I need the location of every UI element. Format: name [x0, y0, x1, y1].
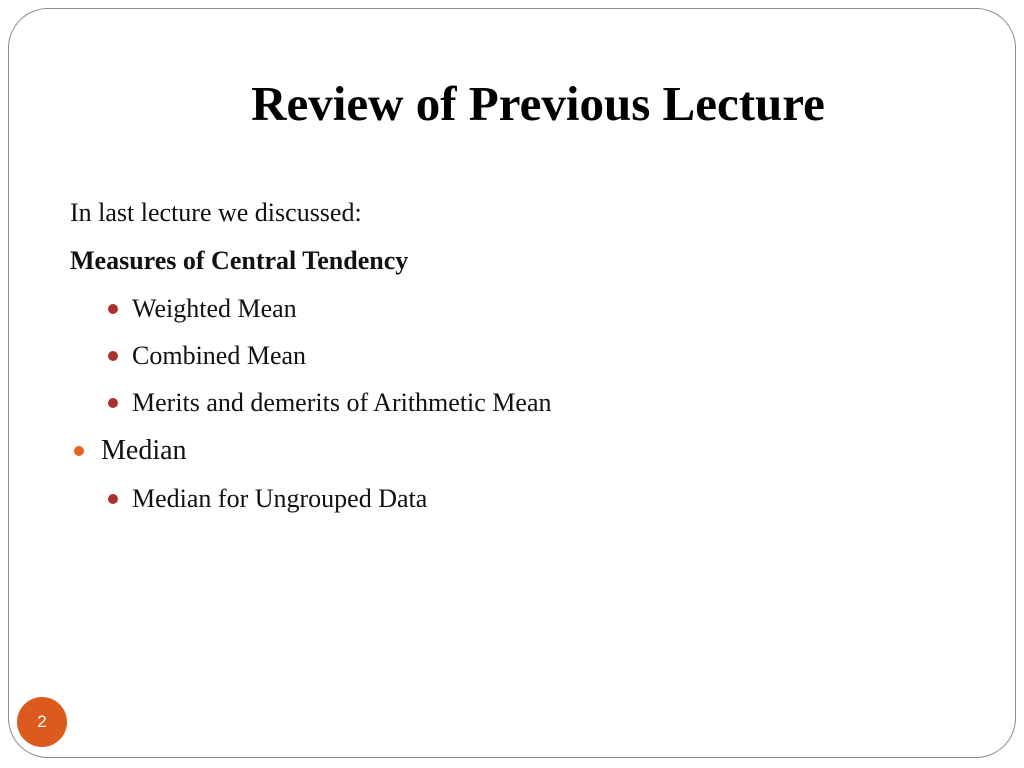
bullet-icon	[108, 494, 118, 504]
list-item-label: Median for Ungrouped Data	[132, 484, 428, 513]
list-item-label: Merits and demerits of Arithmetic Mean	[132, 388, 552, 417]
page-number-badge: 2	[17, 697, 67, 747]
intro-text: In last lecture we discussed:	[70, 198, 362, 227]
bullet-icon	[74, 446, 84, 456]
bullet-icon	[108, 304, 118, 314]
list-item	[74, 433, 187, 469]
list-item	[108, 386, 552, 420]
section-heading: Measures of Central Tendency	[70, 246, 409, 275]
slide-title: Review of Previous Lecture	[251, 76, 825, 131]
list-item	[108, 482, 427, 516]
list-item	[108, 292, 297, 326]
list-item-label: Weighted Mean	[132, 294, 297, 323]
list-item-label: Median	[101, 435, 187, 466]
bullet-icon	[108, 398, 118, 408]
list-item-label: Combined Mean	[132, 341, 307, 370]
list-item	[108, 339, 306, 373]
bullet-icon	[108, 351, 118, 361]
